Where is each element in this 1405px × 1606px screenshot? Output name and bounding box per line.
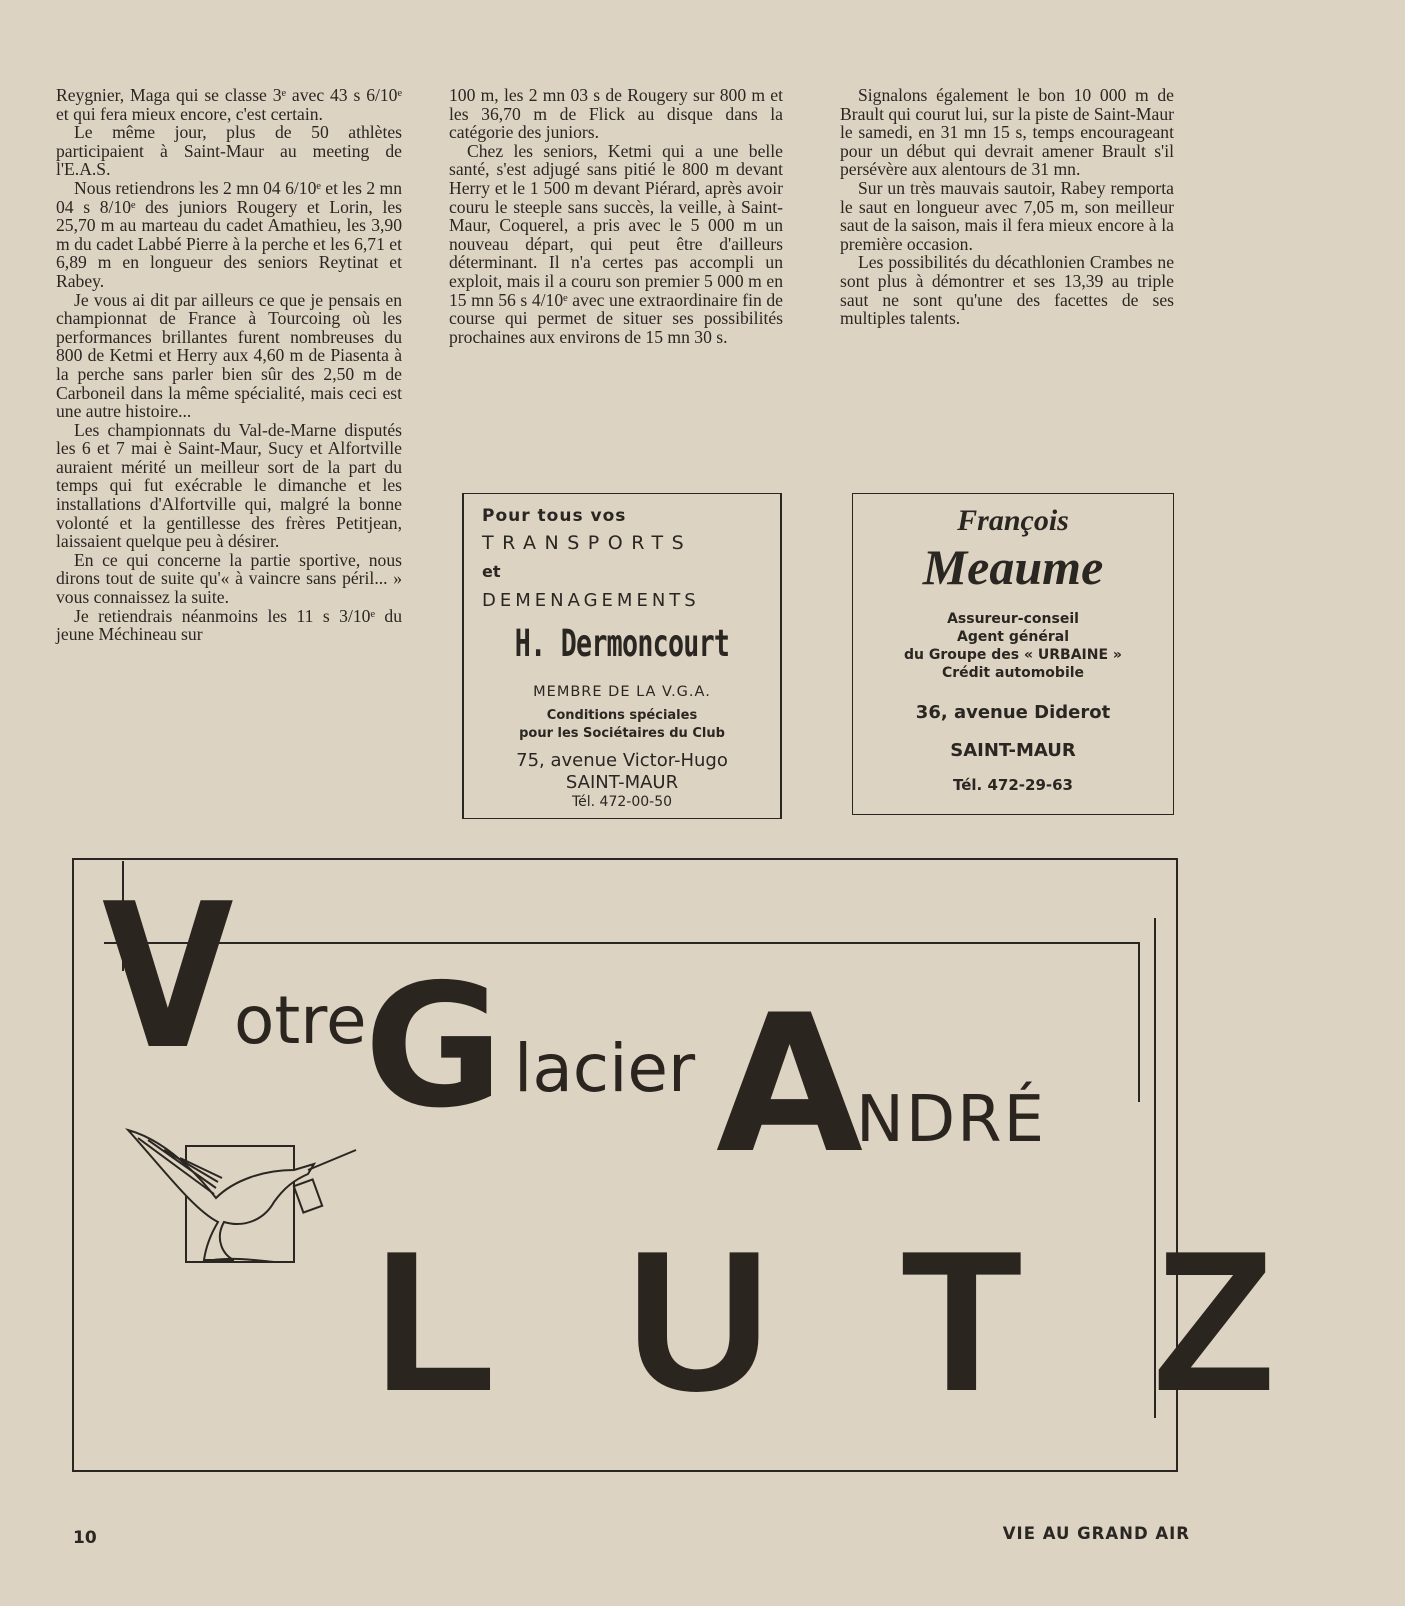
paragraph: Reygnier, Maga qui se classe 3ᵉ avec 43 s 6/10ᵉ et qui fera mieux encore, c'est certain. bbox=[56, 85, 402, 124]
glacier-advertisement bbox=[72, 858, 1405, 1472]
paragraph: Nous retiendrons les 2 mn 04 6/10ᵉ et les 2 mn 04 s 8/10ᵉ des juniors Rougery et Lorin, les 25,70 m au marteau du cadet Amathieu, les 3,90 m du cadet Labbé Pierre à la perche et les 6,71 et 6,89 m en longueur des seniors Reytinat et Rabey. bbox=[56, 177, 403, 291]
role: Crédit automobile bbox=[941, 665, 1085, 681]
ad-line: DEMENAGEMENTS bbox=[482, 590, 700, 611]
paragraph: 100 m, les 2 mn 03 s de Rougery sur 800 m et les 36,70 m de Flick au disque dans la catégorie des juniors. bbox=[449, 85, 783, 143]
city: SAINT-MAUR bbox=[950, 740, 1076, 761]
first-name: François bbox=[957, 504, 1069, 537]
ad-line: Pour tous vos bbox=[482, 506, 627, 526]
last-name: Meaume bbox=[922, 539, 1104, 595]
ad-line: TRANSPORTS bbox=[482, 532, 693, 554]
phone: Tél. 472-29-63 bbox=[953, 776, 1073, 794]
paragraph: Chez les seniors, Ketmi qui a une belle santé, s'est adjugé sans pitié le 800 m devant Herry et le 1 500 m devant Piérard, après avoir couru le steeple sans succès, la veille, à Saint-Maur, Coquerel, a pris avec le 5 000 m un nouveau départ, qui peut être d'ailleurs déterminant. Il n'a certes pas accompli un exploit, mais il a couru son premier 5 000 m en 15 mn 56 s 4/10ᵉ avec une extraordinaire fin de course qui permet de situer ses possibilités prochaines aux environs de 15 mn 30 s. bbox=[449, 140, 783, 347]
article-column-1 bbox=[56, 86, 402, 644]
conditions: Conditions spéciales bbox=[546, 708, 698, 723]
transports-advertisement bbox=[462, 493, 782, 819]
role: Assureur-conseil bbox=[947, 611, 1079, 627]
letter-g: G bbox=[364, 948, 504, 1146]
paragraph: En ce qui concerne la partie sportive, nous dirons tout de suite qu'« à vaincre sans péril... » vous connaissez la suite. bbox=[56, 549, 402, 608]
letter-v: V bbox=[102, 861, 234, 1094]
paragraph: Les championnats du Val-de-Marne disputés les 6 et 7 mai è Saint-Maur, Sucy et Alfortville auraient mérité un meilleur sort de la part du temps qui fut exécrable le dimanche et les installations d'Alfortville qui, malgré la bonne volonté et la gentillesse des frères Petitjean, laissaient quelque peu à désirer. bbox=[56, 419, 402, 552]
page-number: 10 bbox=[73, 1528, 97, 1548]
ad-line: et bbox=[482, 562, 501, 581]
role: Agent général bbox=[956, 629, 1069, 645]
letter-a: A bbox=[716, 974, 864, 1195]
word-ndre: NDRÉ bbox=[856, 1083, 1047, 1157]
address: 75, avenue Victor-Hugo bbox=[516, 750, 728, 771]
word-otre: otre bbox=[234, 982, 367, 1059]
paragraph: Les possibilités du décathlonien Crambes ne sont plus à démontrer et ses 13,39 au triple saut ne sont qu'une des facettes de ses multiples talents. bbox=[840, 252, 1174, 329]
word-lacier: lacier bbox=[514, 1030, 696, 1107]
article-column-2 bbox=[449, 86, 783, 346]
paragraph: Signalons également le bon 10 000 m de Brault qui courut lui, sur la piste de Saint-Maur le samedi, en 31 mn 15 s, temps encourageant pour un début qui devrait amener Brault s'il persévère aux alentours de 31 mn. bbox=[840, 85, 1174, 180]
membership: MEMBRE DE LA V.G.A. bbox=[533, 684, 711, 700]
bird-illustration bbox=[124, 1110, 364, 1270]
word-lutz: LUTZ bbox=[374, 1210, 1405, 1433]
paragraph: Je vous ai dit par ailleurs ce que je pensais en championnat de France à Tourcoing où les performances brillantes furent nombreuses du 800 de Ketmi et Herry aux 4,60 m de Piasenta à la perche sans parler bien sûr des 2,50 m de Carboneil dans la même spécialité, mais ceci est une autre histoire... bbox=[56, 289, 402, 422]
magazine-name: VIE AU GRAND AIR bbox=[1002, 1524, 1190, 1543]
phone: Tél. 472-00-50 bbox=[571, 794, 673, 810]
company-name: H. Dermoncourt bbox=[514, 622, 730, 665]
conditions: pour les Sociétaires du Club bbox=[519, 726, 725, 741]
paragraph: Le même jour, plus de 50 athlètes participaient à Saint-Maur au meeting de l'E.A.S. bbox=[56, 122, 402, 180]
paragraph: Je retiendrais néanmoins les 11 s 3/10ᵉ du jeune Méchineau sur bbox=[56, 605, 402, 645]
role: du Groupe des « URBAINE » bbox=[904, 647, 1122, 663]
paragraph: Sur un très mauvais sautoir, Rabey remporta le saut en longueur avec 7,05 m, son meilleur saut de la saison, mais il fera mieux encore à la première occasion. bbox=[840, 177, 1174, 254]
insurance-advertisement bbox=[852, 493, 1174, 815]
article-column-3 bbox=[840, 86, 1174, 328]
city: SAINT-MAUR bbox=[565, 772, 679, 793]
address: 36, avenue Diderot bbox=[915, 702, 1111, 723]
